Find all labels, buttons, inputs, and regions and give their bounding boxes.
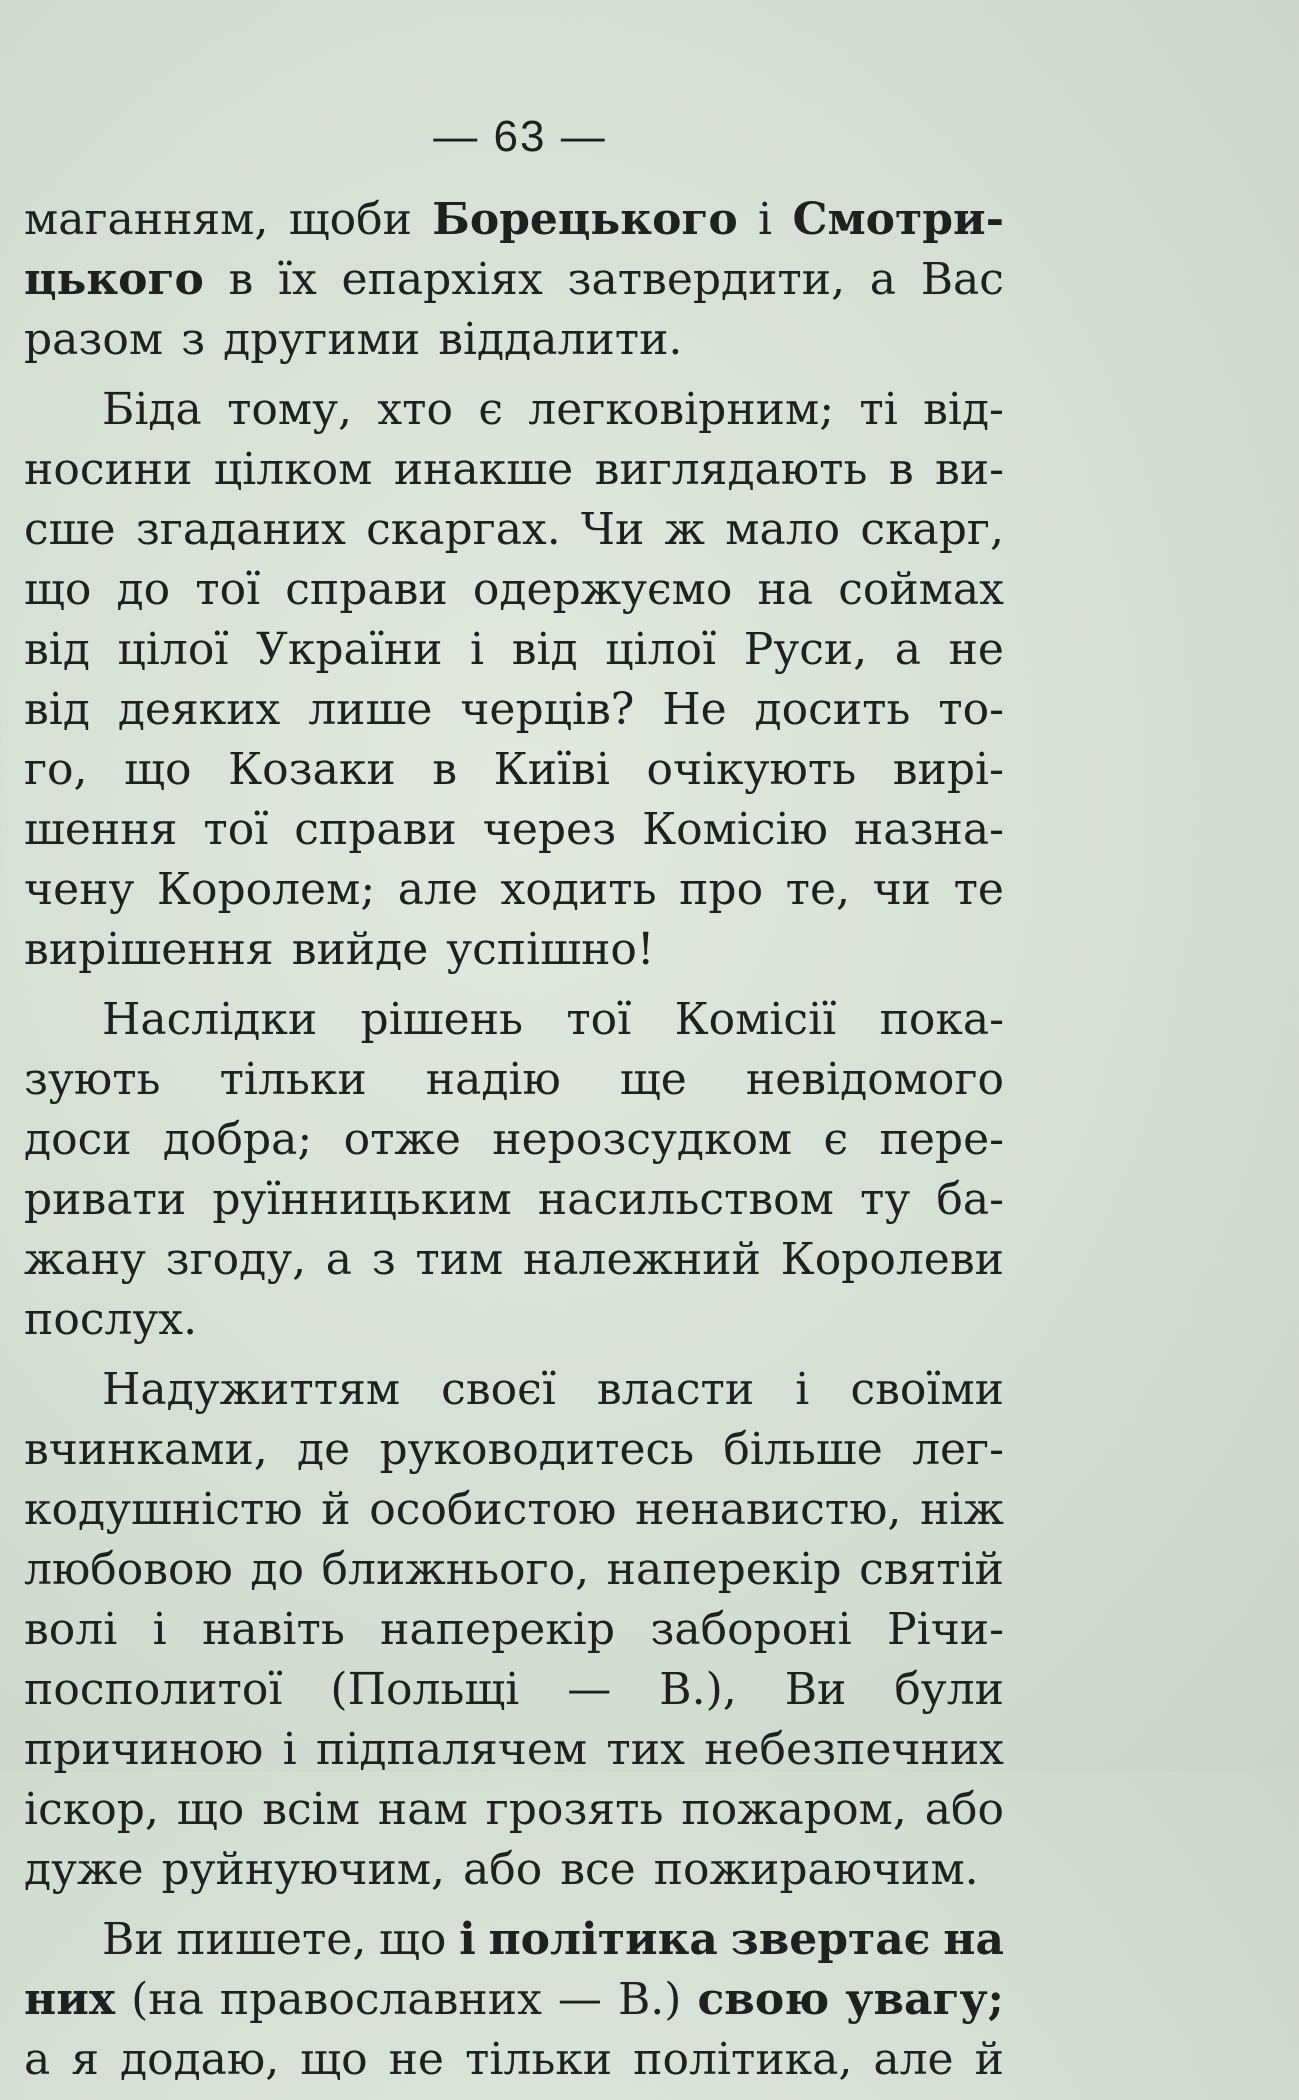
word: і	[152, 1604, 167, 1655]
word: одержуємо	[472, 564, 733, 615]
word: тим	[415, 1234, 504, 1285]
text-line	[24, 1360, 1004, 1420]
word: отже	[343, 1114, 461, 1165]
text-line	[24, 1600, 1004, 1660]
word: справи	[294, 804, 457, 855]
word: а	[325, 1234, 353, 1285]
word: маганням,	[24, 194, 269, 245]
text-line	[24, 1660, 1004, 1720]
word: соймах	[838, 564, 1004, 615]
word: зують	[24, 1054, 161, 1105]
word: вирішення	[24, 924, 274, 975]
word: Ви	[784, 1664, 847, 1715]
word: з	[181, 314, 206, 365]
word: особистою	[369, 1484, 617, 1535]
word: то-	[938, 684, 1004, 735]
word: з	[371, 1234, 396, 1285]
word: волі	[24, 1604, 118, 1655]
word: добра;	[162, 1114, 313, 1165]
word: й	[974, 2034, 1004, 2085]
word: в	[888, 444, 914, 495]
text-line	[24, 380, 1004, 440]
word: належний	[522, 1234, 761, 1285]
word: все	[560, 1844, 636, 1895]
word: пишете,	[176, 1914, 367, 1965]
word: тої	[203, 804, 269, 855]
word: послух.	[24, 1294, 198, 1345]
word: пожираючим.	[653, 1844, 979, 1895]
word: власти	[596, 1364, 755, 1415]
word: цілком	[213, 444, 373, 495]
word: инакше	[393, 444, 574, 495]
word: рішень	[360, 994, 523, 1045]
word: згаданих	[135, 504, 346, 555]
word: —	[557, 1974, 602, 2025]
paragraph	[24, 1360, 1004, 1900]
text-line	[24, 1480, 1004, 1540]
word: нам	[377, 1784, 468, 1835]
word: є	[823, 1114, 849, 1165]
word: навіть	[202, 1604, 345, 1655]
word: хто	[377, 384, 453, 435]
word: від	[24, 624, 90, 675]
word: те	[953, 864, 1004, 915]
word: руйнуючим,	[161, 1844, 446, 1895]
word: що	[176, 1784, 245, 1835]
word: Надужиттям	[102, 1364, 401, 1415]
word: Козаки	[228, 744, 396, 795]
word: на	[757, 564, 814, 615]
word: тільки	[219, 1054, 367, 1105]
word: або	[463, 1844, 543, 1895]
word: очікують	[646, 744, 857, 795]
word: але	[397, 864, 478, 915]
text-line	[24, 1910, 1004, 1970]
word: чи	[872, 864, 932, 915]
word: любовою	[24, 1544, 233, 1595]
word: ту	[860, 1174, 911, 1225]
word: невідомого	[745, 1054, 1004, 1105]
word: успішно!	[446, 924, 655, 975]
text-line	[24, 1720, 1004, 1780]
word: від	[24, 684, 90, 735]
word: легковірним;	[528, 384, 835, 435]
word: цілої	[605, 624, 717, 675]
word: Наслідки	[102, 994, 318, 1045]
word: досить	[754, 684, 911, 735]
bold-word: і	[459, 1914, 476, 1965]
word: всім	[262, 1784, 360, 1835]
word: Чи	[580, 504, 645, 555]
text-body	[24, 190, 1004, 2100]
bold-word: них	[24, 1974, 116, 2025]
word: тої	[195, 564, 261, 615]
word: пере-	[879, 1114, 1004, 1165]
word: додаю,	[120, 2034, 280, 2085]
word: своїми	[850, 1364, 1004, 1415]
text-line	[24, 990, 1004, 1050]
word: віддалити.	[438, 314, 683, 365]
word: підпалячем	[316, 1724, 588, 1775]
paragraph	[24, 190, 1004, 370]
word: політика,	[633, 2034, 853, 2085]
word: наперекір	[380, 1604, 616, 1655]
word: а	[24, 2034, 51, 2085]
word: вийде	[291, 924, 429, 975]
word: про	[679, 864, 764, 915]
word: в	[228, 254, 254, 305]
word: причиною	[24, 1724, 264, 1775]
word: і	[470, 624, 485, 675]
word: другими	[223, 314, 421, 365]
word: го,	[24, 744, 88, 795]
word: небезпечних	[704, 1724, 1004, 1775]
word: надію	[425, 1054, 561, 1105]
word: а	[869, 254, 897, 305]
bold-word: увагу;	[845, 1974, 1004, 2025]
text-line	[24, 310, 1004, 370]
word: (на	[131, 1974, 204, 2025]
text-line	[24, 190, 1004, 250]
word: що	[378, 1914, 447, 1965]
word: деяких	[117, 684, 281, 735]
bold-word: політика	[488, 1914, 718, 1965]
word: іскор,	[24, 1784, 159, 1835]
word: ніж	[920, 1484, 1004, 1535]
word: В.)	[617, 1974, 682, 2025]
word: згоду,	[165, 1234, 307, 1285]
word: ближнього,	[321, 1544, 590, 1595]
word: до	[250, 1544, 304, 1595]
word: Київі	[493, 744, 610, 795]
word: в	[432, 744, 458, 795]
word: чену	[24, 864, 135, 915]
word: були	[894, 1664, 1004, 1715]
bold-word: на	[943, 1914, 1004, 1965]
word: Вас	[920, 254, 1004, 305]
bold-word: цького	[24, 254, 204, 305]
word: більше	[723, 1424, 883, 1475]
word: щоби	[288, 194, 412, 245]
text-line	[24, 860, 1004, 920]
word: ненавистю,	[635, 1484, 902, 1535]
word: України	[256, 624, 443, 675]
word: назна-	[853, 804, 1004, 855]
word: але	[873, 2034, 954, 2085]
word: вирі-	[892, 744, 1004, 795]
word: їх	[277, 254, 317, 305]
word: що	[300, 2034, 368, 2085]
paragraph	[24, 380, 1004, 980]
text-line	[24, 680, 1004, 740]
word: мало	[725, 504, 841, 555]
word: ж	[664, 504, 706, 555]
word: дуже	[24, 1844, 144, 1895]
word: цілої	[117, 624, 229, 675]
text-line	[24, 1540, 1004, 1600]
word: тільки	[464, 2034, 613, 2085]
text-line	[24, 440, 1004, 500]
text-line	[24, 800, 1004, 860]
text-line	[24, 740, 1004, 800]
text-line	[24, 1840, 1004, 1900]
word: є	[478, 384, 503, 435]
word: справи	[285, 564, 448, 615]
word: своєї	[441, 1364, 556, 1415]
word: Королеви	[780, 1234, 1004, 1285]
word: святій	[859, 1544, 1004, 1595]
word: і	[795, 1364, 810, 1415]
text-line	[24, 1050, 1004, 1110]
word: що	[24, 564, 92, 615]
text-line	[24, 1420, 1004, 1480]
word: до	[116, 564, 171, 615]
text-line	[24, 1110, 1004, 1170]
word: жану	[24, 1234, 146, 1285]
text-line	[24, 1290, 1004, 1350]
text-line	[24, 2030, 1004, 2090]
word: через	[482, 804, 617, 855]
text-line	[24, 920, 1004, 980]
word: черців?	[460, 684, 635, 735]
word: пока-	[879, 994, 1004, 1045]
word: ба-	[936, 1174, 1004, 1225]
word: Біда	[102, 384, 202, 435]
word: де	[297, 1424, 351, 1475]
word: разом	[24, 314, 164, 365]
word: вчинками,	[24, 1424, 268, 1475]
word: виглядають	[594, 444, 868, 495]
word: Руси,	[743, 624, 868, 675]
word: насильством	[537, 1174, 834, 1225]
text-line	[24, 1230, 1004, 1290]
word: я	[71, 2034, 99, 2085]
word: або	[924, 1784, 1004, 1835]
word: епархіях	[341, 254, 543, 305]
word: а	[894, 624, 921, 675]
word: лег-	[912, 1424, 1004, 1475]
word: Королем;	[156, 864, 376, 915]
word: руїнницьким	[212, 1174, 512, 1225]
text-line	[24, 1970, 1004, 2030]
word: руководитесь	[379, 1424, 695, 1475]
word: В.),	[659, 1664, 737, 1715]
word: Комісії	[674, 994, 837, 1045]
word: Річи-	[887, 1604, 1004, 1655]
word: пожаром,	[681, 1784, 907, 1835]
word: тому,	[227, 384, 352, 435]
word: не	[948, 624, 1004, 675]
word: і	[758, 194, 773, 245]
text-line	[24, 1780, 1004, 1840]
word: забороні	[650, 1604, 852, 1655]
bold-word: Смотри-	[792, 194, 1004, 245]
word: грозять	[485, 1784, 664, 1835]
word: православних	[219, 1974, 542, 2025]
word: лише	[308, 684, 433, 735]
word: скаргах.	[366, 504, 561, 555]
word: Не	[662, 684, 727, 735]
word: Комісію	[642, 804, 828, 855]
word: від-	[923, 384, 1004, 435]
paragraph	[24, 990, 1004, 1350]
bold-word: Борецького	[432, 194, 738, 245]
word: посполитої	[24, 1664, 283, 1715]
text-line	[24, 500, 1004, 560]
word: тих	[606, 1724, 685, 1775]
word: сше	[24, 504, 116, 555]
word: від	[511, 624, 578, 675]
text-line	[24, 560, 1004, 620]
word: скарг,	[860, 504, 1004, 555]
word: те,	[785, 864, 851, 915]
text-line	[24, 250, 1004, 310]
word: ривати	[24, 1174, 187, 1225]
word: не	[388, 2034, 444, 2085]
word: кодушністю	[24, 1484, 303, 1535]
word: Ви	[102, 1914, 164, 1965]
word: тої	[566, 994, 632, 1045]
word: —	[567, 1664, 612, 1715]
word: затвердити,	[567, 254, 846, 305]
word: (Польщі	[330, 1664, 520, 1715]
word: доси	[24, 1114, 132, 1165]
word: ви-	[935, 444, 1004, 495]
paragraph	[24, 1910, 1004, 2090]
word: ще	[619, 1054, 687, 1105]
word: наперекір	[606, 1544, 842, 1595]
word: шення	[24, 804, 178, 855]
word: ходить	[500, 864, 657, 915]
word: що	[124, 744, 192, 795]
word: нерозсудком	[492, 1114, 793, 1165]
word: й	[321, 1484, 351, 1535]
word: ті	[859, 384, 898, 435]
bold-word: свою	[697, 1974, 830, 2025]
text-line	[24, 1170, 1004, 1230]
word: і	[282, 1724, 297, 1775]
bold-word: звертає	[730, 1914, 931, 1965]
page-number: — 63 —	[433, 112, 607, 161]
word: носини	[24, 444, 193, 495]
text-line	[24, 620, 1004, 680]
